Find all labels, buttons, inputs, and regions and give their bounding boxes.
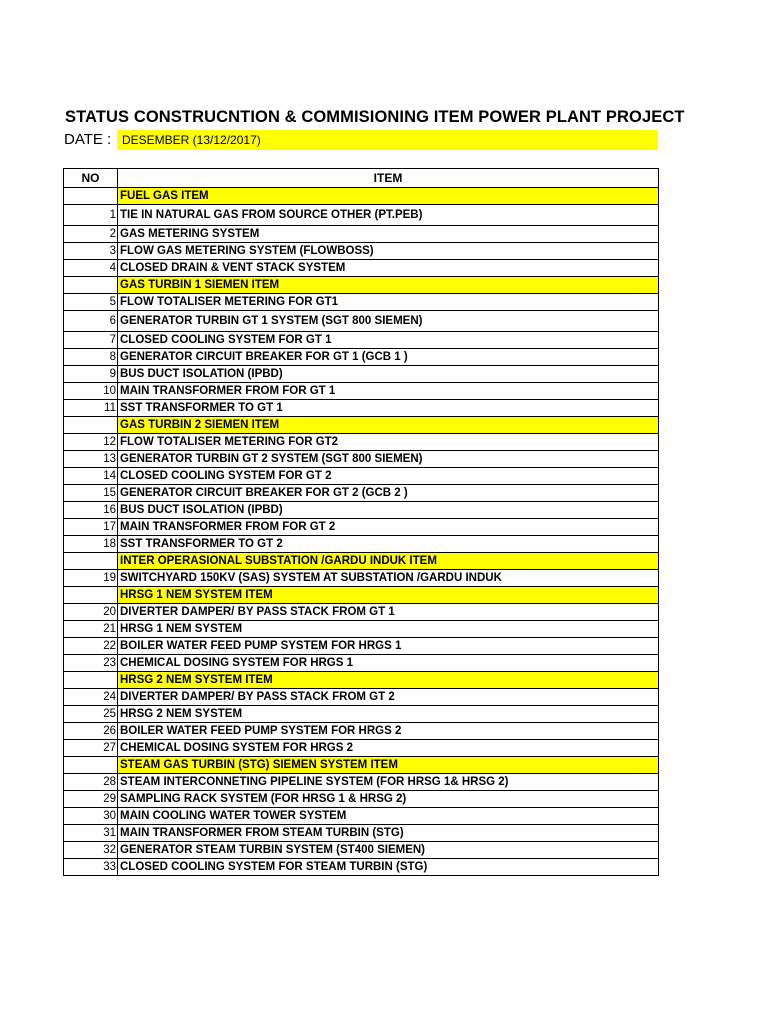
row-number: [64, 277, 118, 294]
row-item: GENERATOR CIRCUIT BREAKER FOR GT 1 (GCB 1 ): [118, 349, 659, 366]
row-number: 9: [64, 366, 118, 383]
row-item: STEAM INTERCONNETING PIPELINE SYSTEM (FOR HRSG 1& HRSG 2): [118, 774, 659, 791]
row-number: [64, 587, 118, 604]
table-body: [64, 188, 659, 876]
section-title: GAS TURBIN 2 SIEMEN ITEM: [118, 417, 659, 434]
row-number: 6: [64, 311, 118, 332]
row-number: 16: [64, 502, 118, 519]
table-row: [64, 205, 659, 226]
table-row: [64, 451, 659, 468]
row-item: CLOSED COOLING SYSTEM FOR GT 2: [118, 468, 659, 485]
section-title: FUEL GAS ITEM: [118, 188, 659, 205]
row-item: CLOSED COOLING SYSTEM FOR STEAM TURBIN (STG): [118, 859, 659, 876]
row-number: 10: [64, 383, 118, 400]
section-row: [64, 757, 659, 774]
section-title: INTER OPERASIONAL SUBSTATION /GARDU INDUK ITEM: [118, 553, 659, 570]
row-number: [64, 188, 118, 205]
row-number: 5: [64, 294, 118, 311]
column-header-item: ITEM: [118, 169, 659, 188]
row-item: DIVERTER DAMPER/ BY PASS STACK FROM GT 1: [118, 604, 659, 621]
row-item: GENERATOR CIRCUIT BREAKER FOR GT 2 (GCB 2 ): [118, 485, 659, 502]
table-row: [64, 332, 659, 349]
row-item: CLOSED DRAIN & VENT STACK SYSTEM: [118, 260, 659, 277]
row-item: CHEMICAL DOSING SYSTEM FOR HRGS 1: [118, 655, 659, 672]
row-item: SWITCHYARD 150KV (SAS) SYSTEM AT SUBSTATION /GARDU INDUK: [118, 570, 659, 587]
row-item: HRSG 1 NEM SYSTEM: [118, 621, 659, 638]
table-row: [64, 485, 659, 502]
table-row: [64, 791, 659, 808]
table-row: [64, 294, 659, 311]
row-item: MAIN COOLING WATER TOWER SYSTEM: [118, 808, 659, 825]
page-title: STATUS CONSTRUCNTION & COMMISIONING ITEM POWER PLANT PROJECT: [65, 108, 685, 126]
row-item: FLOW GAS METERING SYSTEM (FLOWBOSS): [118, 243, 659, 260]
row-item: MAIN TRANSFORMER FROM FOR GT 2: [118, 519, 659, 536]
row-number: 23: [64, 655, 118, 672]
row-item: MAIN TRANSFORMER FROM STEAM TURBIN (STG): [118, 825, 659, 842]
section-row: [64, 553, 659, 570]
section-row: [64, 417, 659, 434]
row-number: 18: [64, 536, 118, 553]
status-table: [63, 168, 659, 876]
row-number: 32: [64, 842, 118, 859]
row-number: 1: [64, 205, 118, 226]
row-item: SAMPLING RACK SYSTEM (FOR HRSG 1 & HRSG 2): [118, 791, 659, 808]
section-title: GAS TURBIN 1 SIEMEN ITEM: [118, 277, 659, 294]
row-item: GENERATOR TURBIN GT 2 SYSTEM (SGT 800 SIEMEN): [118, 451, 659, 468]
table-row: [64, 689, 659, 706]
row-item: SST TRANSFORMER TO GT 2: [118, 536, 659, 553]
table-row: [64, 604, 659, 621]
row-number: 31: [64, 825, 118, 842]
table-row: [64, 774, 659, 791]
row-number: 3: [64, 243, 118, 260]
row-number: 12: [64, 434, 118, 451]
row-number: [64, 417, 118, 434]
row-number: 13: [64, 451, 118, 468]
row-item: BUS DUCT ISOLATION (IPBD): [118, 366, 659, 383]
row-number: 20: [64, 604, 118, 621]
row-number: 19: [64, 570, 118, 587]
table-row: [64, 655, 659, 672]
row-number: 4: [64, 260, 118, 277]
row-number: 17: [64, 519, 118, 536]
table-header-row: [64, 169, 659, 188]
row-item: CLOSED COOLING SYSTEM FOR GT 1: [118, 332, 659, 349]
row-number: 30: [64, 808, 118, 825]
row-item: SST TRANSFORMER TO GT 1: [118, 400, 659, 417]
row-number: [64, 553, 118, 570]
table-row: [64, 859, 659, 876]
row-number: 22: [64, 638, 118, 655]
row-number: [64, 757, 118, 774]
table-row: [64, 468, 659, 485]
row-item: BOILER WATER FEED PUMP SYSTEM FOR HRGS 2: [118, 723, 659, 740]
row-number: [64, 672, 118, 689]
row-item: FLOW TOTALISER METERING FOR GT1: [118, 294, 659, 311]
section-row: [64, 672, 659, 689]
column-header-no: NO: [64, 169, 118, 188]
table-row: [64, 260, 659, 277]
row-number: 29: [64, 791, 118, 808]
row-number: 15: [64, 485, 118, 502]
table-row: [64, 621, 659, 638]
table-row: [64, 434, 659, 451]
row-item: TIE IN NATURAL GAS FROM SOURCE OTHER (PT.PEB): [118, 205, 659, 226]
row-item: DIVERTER DAMPER/ BY PASS STACK FROM GT 2: [118, 689, 659, 706]
section-title: HRSG 2 NEM SYSTEM ITEM: [118, 672, 659, 689]
table-row: [64, 383, 659, 400]
row-number: 28: [64, 774, 118, 791]
row-number: 24: [64, 689, 118, 706]
section-row: [64, 587, 659, 604]
row-number: 26: [64, 723, 118, 740]
table-row: [64, 825, 659, 842]
row-item: BOILER WATER FEED PUMP SYSTEM FOR HRGS 1: [118, 638, 659, 655]
table-row: [64, 808, 659, 825]
date-value: DESEMBER (13/12/2017): [117, 130, 658, 150]
section-row: [64, 188, 659, 205]
row-number: 14: [64, 468, 118, 485]
row-item: HRSG 2 NEM SYSTEM: [118, 706, 659, 723]
table-row: [64, 842, 659, 859]
table-row: [64, 723, 659, 740]
table-row: [64, 349, 659, 366]
row-number: 21: [64, 621, 118, 638]
table-row: [64, 570, 659, 587]
row-item: BUS DUCT ISOLATION (IPBD): [118, 502, 659, 519]
date-label: DATE :: [64, 131, 112, 148]
row-item: GENERATOR STEAM TURBIN SYSTEM (ST400 SIEMEN): [118, 842, 659, 859]
row-item: FLOW TOTALISER METERING FOR GT2: [118, 434, 659, 451]
table-row: [64, 638, 659, 655]
row-number: 33: [64, 859, 118, 876]
row-number: 2: [64, 226, 118, 243]
section-title: HRSG 1 NEM SYSTEM ITEM: [118, 587, 659, 604]
table-row: [64, 706, 659, 723]
row-number: 27: [64, 740, 118, 757]
row-number: 25: [64, 706, 118, 723]
row-number: 8: [64, 349, 118, 366]
section-row: [64, 277, 659, 294]
row-number: 11: [64, 400, 118, 417]
row-item: GAS METERING SYSTEM: [118, 226, 659, 243]
table-row: [64, 226, 659, 243]
table-row: [64, 311, 659, 332]
table-row: [64, 366, 659, 383]
table-row: [64, 400, 659, 417]
row-item: CHEMICAL DOSING SYSTEM FOR HRGS 2: [118, 740, 659, 757]
row-number: 7: [64, 332, 118, 349]
table-row: [64, 740, 659, 757]
row-item: GENERATOR TURBIN GT 1 SYSTEM (SGT 800 SIEMEN): [118, 311, 659, 332]
table-row: [64, 519, 659, 536]
table-row: [64, 243, 659, 260]
row-item: MAIN TRANSFORMER FROM FOR GT 1: [118, 383, 659, 400]
table-row: [64, 502, 659, 519]
table-row: [64, 536, 659, 553]
section-title: STEAM GAS TURBIN (STG) SIEMEN SYSTEM ITEM: [118, 757, 659, 774]
